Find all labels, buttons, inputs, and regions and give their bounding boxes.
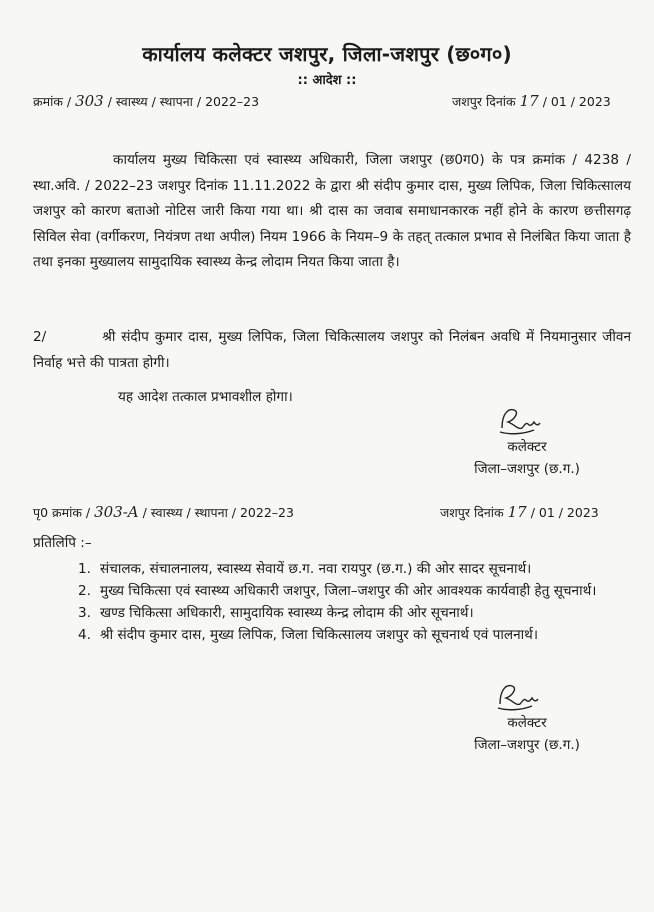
order-heading: :: आदेश ::: [297, 73, 357, 88]
list-item: 2. मुख्य चिकित्सा एवं स्वास्थ्य अधिकारी जशपुर, जिला–जशपुर की ओर आवश्यक कार्यवाही हेतु सूचनार्थ।: [78, 583, 597, 599]
signatory-district: जिला–जशपुर (छ.ग.): [474, 737, 580, 753]
signature-mark: [452, 676, 602, 712]
para-2-number: 2/: [33, 329, 47, 345]
endorsement-date-rest: / 01 / 2023: [530, 505, 599, 520]
signatory-district: जिला–जशपुर (छ.ग.): [474, 461, 580, 477]
copy-list: [78, 558, 642, 646]
endorsement-date-label: जशपुर दिनांक: [440, 505, 504, 520]
order-paragraph-3: यह आदेश तत्काल प्रभावशील होगा।: [118, 389, 293, 405]
date-label: जशपुर दिनांक: [452, 94, 516, 109]
ref-number-handwritten: 303: [75, 92, 104, 110]
signatory-designation: कलेक्टर: [507, 715, 547, 731]
endorsement-ref-suffix: / स्वास्थ्य / स्थापना / 2022–23: [142, 505, 294, 520]
ref-prefix: क्रमांक /: [33, 94, 72, 109]
signature-block-2: [452, 676, 602, 756]
copy-to-label: प्रतिलिपि :–: [33, 535, 92, 551]
order-paragraph-1: कार्यालय मुख्य चिकित्सा एवं स्वास्थ्य अधिकारी, जिला जशपुर (छ0ग0) के पत्र क्रमांक / 4238 / स्था.अवि. / 2022–23 जशपुर दिनांक 11.11.2022 के द्वारा श्री संदीप कुमार दास, मुख्य लिपिक, जिला चिकित्सालय जशपुर को कारण बताओ नोटिस जारी किया गया था। श्री दास का जवाब समाधानकारक नहीं होने के कारण छत्तीसगढ़ सिविल सेवा (वर्गीकरण, नियंत्रण तथा अपील) नियम 1966 के नियम–9 के तहत् तत्काल प्रभाव से निलंबित किया जाता है तथा इनका मुख्यालय सामुदायिक स्वास्थ्य केन्द्र लोदाम नियत किया जाता है।: [33, 152, 631, 270]
endorsement-reference: [33, 503, 294, 521]
order-reference: [33, 92, 259, 110]
order-date: [452, 92, 611, 110]
endorsement-date-day-handwritten: 17: [507, 503, 527, 521]
date-rest: / 01 / 2023: [542, 94, 611, 109]
office-title: कार्यालय कलेक्टर जशपुर, जिला-जशपुर (छ०ग०): [142, 42, 512, 66]
list-item: 3. खण्ड चिकित्सा अधिकारी, सामुदायिक स्वास्थ्य केन्द्र लोदाम की ओर सूचनार्थ।: [78, 605, 474, 621]
signatory-designation: कलेक्टर: [507, 439, 547, 455]
signature-block-1: [452, 400, 602, 480]
ref-suffix: / स्वास्थ्य / स्थापना / 2022–23: [107, 94, 260, 109]
signature-mark: [452, 400, 602, 436]
endorsement-ref-prefix: पृ0 क्रमांक /: [33, 505, 91, 520]
endorsement-date: [440, 503, 599, 521]
endorsement-ref-number-handwritten: 303-A: [94, 503, 139, 521]
date-day-handwritten: 17: [519, 92, 539, 110]
list-item: 4. श्री संदीप कुमार दास, मुख्य लिपिक, जिला चिकित्सालय जशपुर को सूचनार्थ एवं पालनार्थ।: [78, 627, 538, 643]
order-paragraph-2: 2/ श्री संदीप कुमार दास, मुख्य लिपिक, जिला चिकित्सालय जशपुर को निलंबन अवधि में नियमानुसार जीवन निर्वाह भत्ते की पात्रता होगी।: [33, 329, 631, 371]
list-item: 1. संचालक, संचालनालय, स्वास्थ्य सेवायें छ.ग. नवा रायपुर (छ.ग.) की ओर सादर सूचनार्थ।: [78, 561, 532, 577]
